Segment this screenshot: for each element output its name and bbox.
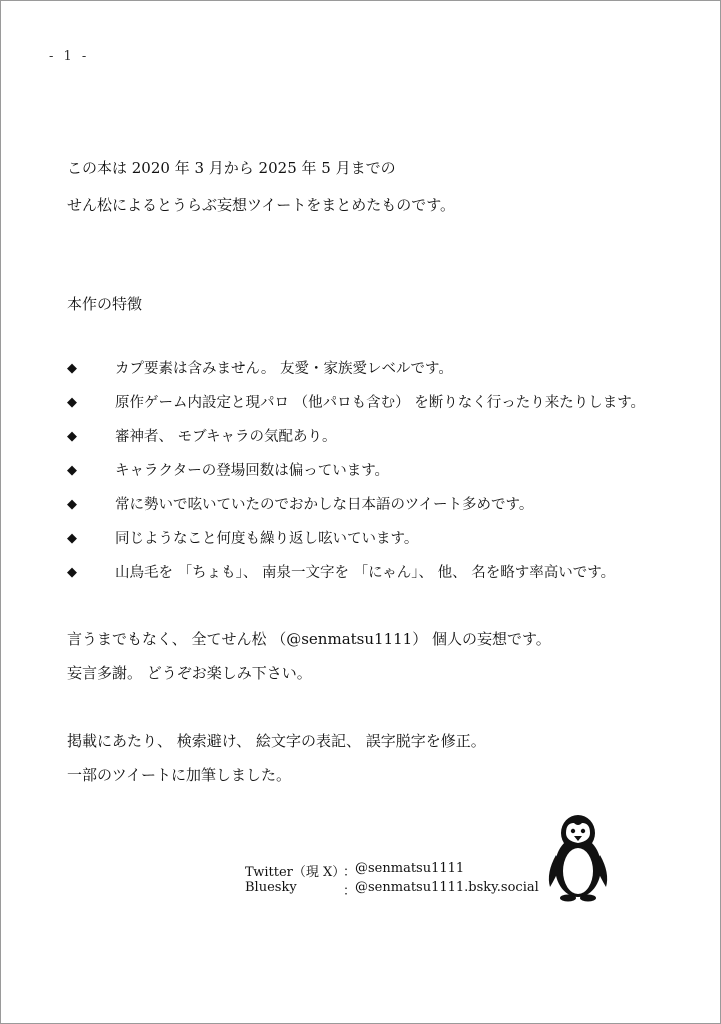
- edit-note-line-2: 一部のツイートに加筆しました。: [67, 766, 291, 784]
- closing-line-1: 言うまでもなく、 全てせん松 （@senmatsu1111） 個人の妄想です。: [67, 630, 551, 648]
- feature-text: 原作ゲーム内設定と現パロ （他パロも含む） を断りなく行ったり来たりします。: [115, 395, 646, 411]
- feature-text: 同じようなこと何度も繰り返し呟いています。: [115, 531, 419, 547]
- feature-text: カプ要素は含みません。 友愛・家族愛レベルです。: [115, 361, 453, 377]
- diamond-bullet-icon: ◆: [67, 531, 77, 546]
- contact-handle: @senmatsu1111: [355, 861, 465, 876]
- contact-label: Twitter（現 X）: [245, 865, 346, 880]
- page-number: - 1 -: [49, 49, 90, 64]
- feature-text: 常に勢いで呟いていたのでおかしな日本語のツイート多めです。: [115, 497, 534, 513]
- contact-handle: @senmatsu1111.bsky.social: [355, 880, 539, 895]
- closing-line-2: 妄言多謝。 どうぞお楽しみ下さい。: [67, 664, 312, 682]
- edit-note-line-1: 掲載にあたり、 検索避け、 絵文字の表記、 誤字脱字を修正。: [67, 732, 486, 750]
- diamond-bullet-icon: ◆: [67, 429, 77, 444]
- diamond-bullet-icon: ◆: [67, 463, 77, 478]
- contact-separator: ：: [343, 884, 357, 899]
- intro-line-1: この本は 2020 年 3 月から 2025 年 5 月までの: [67, 159, 396, 177]
- diamond-bullet-icon: ◆: [67, 497, 77, 512]
- diamond-bullet-icon: ◆: [67, 361, 77, 376]
- feature-text: 審神者、 モブキャラの気配あり。: [115, 429, 337, 445]
- diamond-bullet-icon: ◆: [67, 565, 77, 580]
- penguin-icon: [544, 811, 612, 903]
- intro-line-2: せん松によるとうらぶ妄想ツイートをまとめたものです。: [67, 196, 456, 214]
- feature-text: 山鳥毛を 「ちょも」、 南泉一文字を 「にゃん」、 他、 名を略す率高いです。: [115, 565, 616, 581]
- contact-separator: ：: [343, 865, 357, 880]
- contact-label: Bluesky: [245, 880, 297, 895]
- diamond-bullet-icon: ◆: [67, 395, 77, 410]
- features-heading: 本作の特徴: [67, 295, 143, 313]
- feature-text: キャラクターの登場回数は偏っています。: [115, 463, 390, 479]
